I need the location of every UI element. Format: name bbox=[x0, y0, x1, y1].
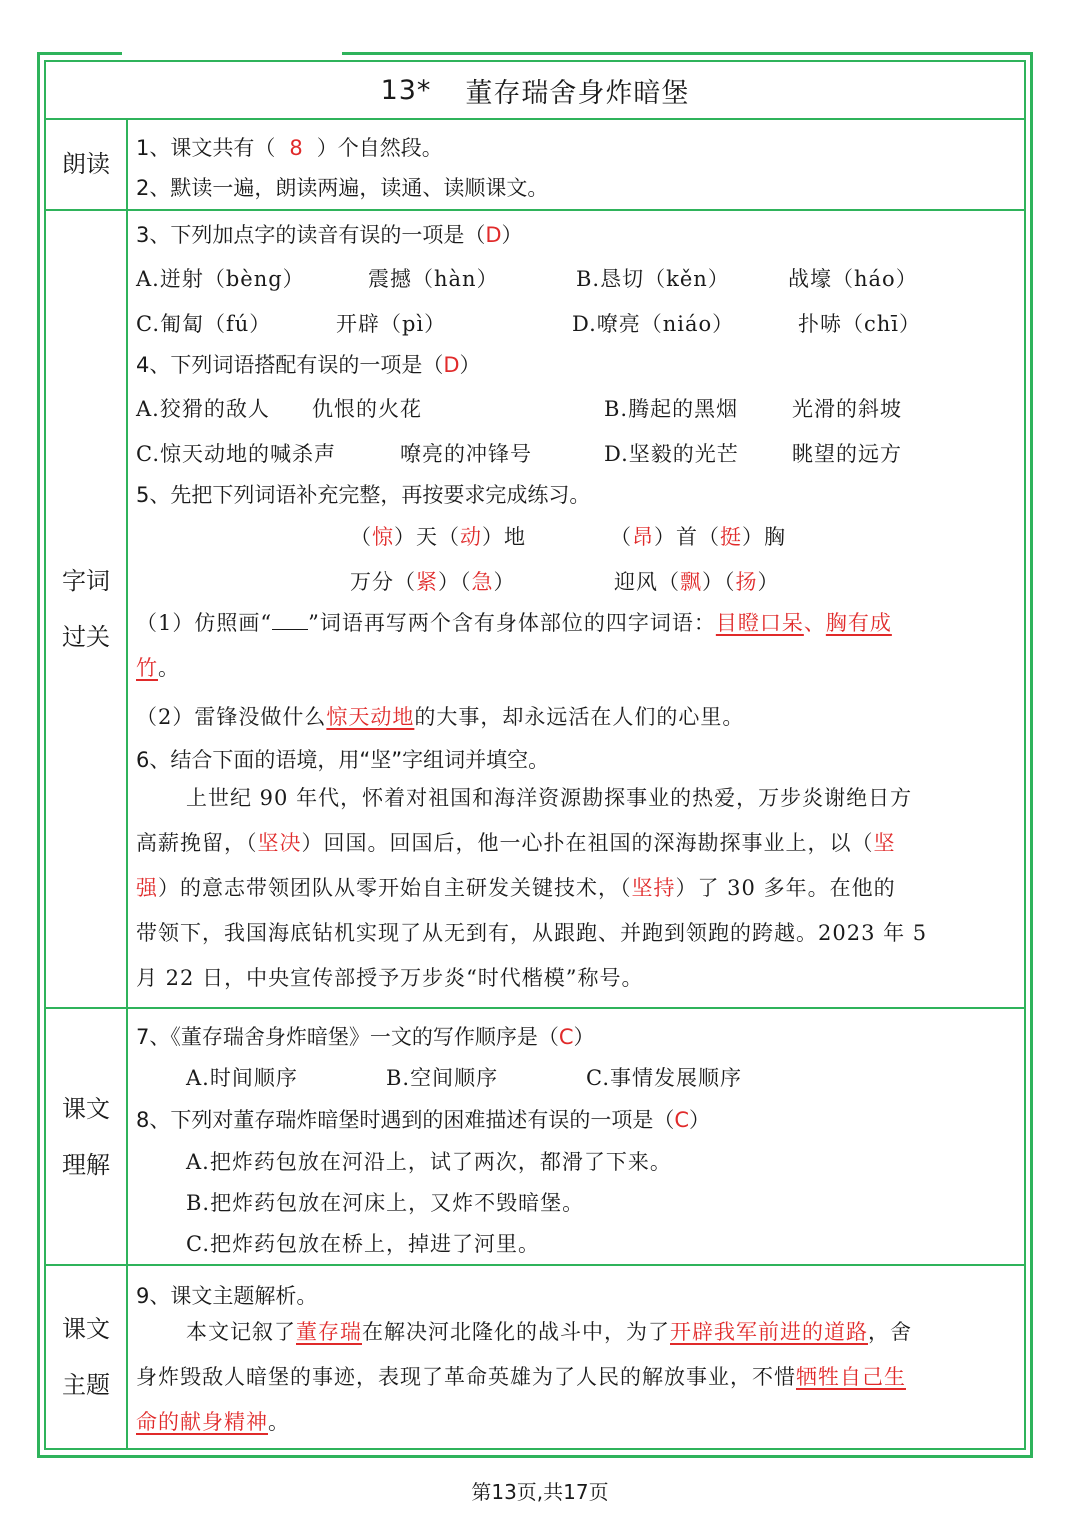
option-7c: C.事情发展顺序 bbox=[586, 1066, 742, 1090]
option-4a-1: A.狡猾的敌人 bbox=[136, 397, 270, 421]
option-3b-2: 战壕（háo） bbox=[788, 267, 918, 291]
option-7b: B.空间顺序 bbox=[386, 1066, 499, 1090]
section-label-langdu: 朗读 bbox=[46, 118, 128, 209]
answer-1: 8 bbox=[289, 136, 303, 160]
question-6: 6、结合下面的语境，用“坚”字组词并填空。 bbox=[136, 748, 550, 772]
section-label-zici: 字词 过关 bbox=[46, 211, 128, 1007]
question-2: 2、默读一遍，朗读两遍，读通、读顺课文。 bbox=[136, 176, 549, 200]
section-lijie bbox=[46, 1009, 1024, 1266]
question-5: 5、先把下列词语补充完整，再按要求完成练习。 bbox=[136, 483, 591, 507]
answer-9-b: 开辟我军前进的道路 bbox=[670, 1320, 868, 1344]
question-5-part-1: （1）仿照画“ ”词语再写两个含有身体部位的四字词语：目瞪口呆、胸有成 竹。 bbox=[136, 611, 892, 680]
answer-5-1b: 胸有成 bbox=[825, 611, 892, 635]
question-5-part-2: （2）雷锋没做什么惊天动地的大事，却永远活在人们的心里。 bbox=[136, 705, 745, 729]
option-3b-1: B.恳切（kěn） bbox=[576, 267, 730, 291]
answer-5-2: 惊天动地 bbox=[326, 705, 415, 729]
idiom-1: （惊）天（动）地 bbox=[350, 525, 526, 549]
page-title bbox=[46, 62, 1024, 120]
section-label-zhuti: 课文 主题 bbox=[46, 1266, 128, 1448]
section-label-lijie: 课文 理解 bbox=[46, 1009, 128, 1264]
answer-9-a: 董存瑞 bbox=[296, 1320, 362, 1344]
option-4d-1: D.坚毅的光芒 bbox=[604, 442, 739, 466]
question-9-passage: 本文记叙了董存瑞在解决河北隆化的战斗中，为了开辟我军前进的道路，舍 身炸毁敌人暗堡的事迹，表现了革命英雄为了人民的解放事业，不惜牺牲自己生 命的献身精神。 bbox=[136, 1320, 912, 1434]
idiom-2: （昂）首（挺）胸 bbox=[610, 525, 786, 549]
section-zhuti bbox=[46, 1266, 1024, 1448]
option-3a-2: 震撼（hàn） bbox=[368, 267, 499, 291]
section-zici bbox=[46, 211, 1024, 1009]
blank-line bbox=[272, 613, 308, 630]
lesson-title: 董存瑞舍身炸暗堡 bbox=[465, 77, 690, 109]
question-1: 1、课文共有（ 8 ）个自然段。 bbox=[136, 136, 443, 160]
idiom-3: 万分（紧）（急） bbox=[350, 570, 516, 594]
section-langdu bbox=[46, 118, 1024, 211]
option-8a: A.把炸药包放在河沿上，试了两次，都滑了下来。 bbox=[186, 1150, 672, 1174]
question-7: 7、《董存瑞舍身炸暗堡》一文的写作顺序是（C） bbox=[136, 1025, 595, 1049]
option-7a: A.时间顺序 bbox=[186, 1066, 298, 1090]
question-9: 9、课文主题解析。 bbox=[136, 1284, 318, 1308]
question-8: 8、下列对董存瑞炸暗堡时遇到的困难描述有误的一项是（C） bbox=[136, 1108, 711, 1132]
answer-4: D bbox=[443, 353, 460, 377]
option-4a-2: 仇恨的火花 bbox=[312, 397, 422, 421]
option-3a-1: A.迸射（bèng） bbox=[136, 267, 305, 291]
option-3c-2: 开辟（pì） bbox=[336, 312, 447, 336]
answer-9-c: 牺牲自己生 bbox=[796, 1365, 906, 1389]
option-3d-1: D.嘹亮（niáo） bbox=[572, 312, 735, 336]
option-4d-2: 眺望的远方 bbox=[792, 442, 902, 466]
answer-5-1a: 目瞪口呆 bbox=[715, 611, 804, 635]
option-3d-2: 扑哧（chī） bbox=[798, 312, 922, 336]
question-6-passage: 上世纪 90 年代，怀着对祖国和海洋资源勘探事业的热爱，万步炎谢绝日方 高薪挽留，（坚决）回国。回国后，他一心扑在祖国的深海勘探事业上，以（坚 强）的意志带领团队从零开始自主研发关键技术，（坚持）了 30 多年。在他的 带领下，我国海底钻机实现了从无到有，从跟跑、并跑到领跑的跨越。2023 年 5 月 22 日，中央宣传部授予万步炎“时代楷模”称号。 bbox=[136, 786, 928, 990]
option-4c-1: C.惊天动地的喊杀声 bbox=[136, 442, 336, 466]
page-footer: 第13页,共17页 bbox=[471, 1480, 609, 1504]
answer-7: C bbox=[558, 1025, 574, 1049]
lesson-number: 13* bbox=[380, 74, 432, 106]
answer-8: C bbox=[674, 1108, 690, 1132]
option-4b-1: B.腾起的黑烟 bbox=[604, 397, 739, 421]
answer-3: D bbox=[485, 223, 502, 247]
idiom-4: 迎风（飘）（扬） bbox=[614, 570, 780, 594]
question-4: 4、下列词语搭配有误的一项是（D） bbox=[136, 353, 481, 377]
question-3: 3、下列加点字的读音有误的一项是（D） bbox=[136, 223, 523, 247]
option-8b: B.把炸药包放在河床上，又炸不毁暗堡。 bbox=[186, 1191, 585, 1215]
option-4b-2: 光滑的斜坡 bbox=[792, 397, 902, 421]
option-8c: C.把炸药包放在桥上，掉进了河里。 bbox=[186, 1232, 540, 1256]
option-3c-1: C.匍匐（fú） bbox=[136, 312, 272, 336]
option-4c-2: 嘹亮的冲锋号 bbox=[400, 442, 532, 466]
